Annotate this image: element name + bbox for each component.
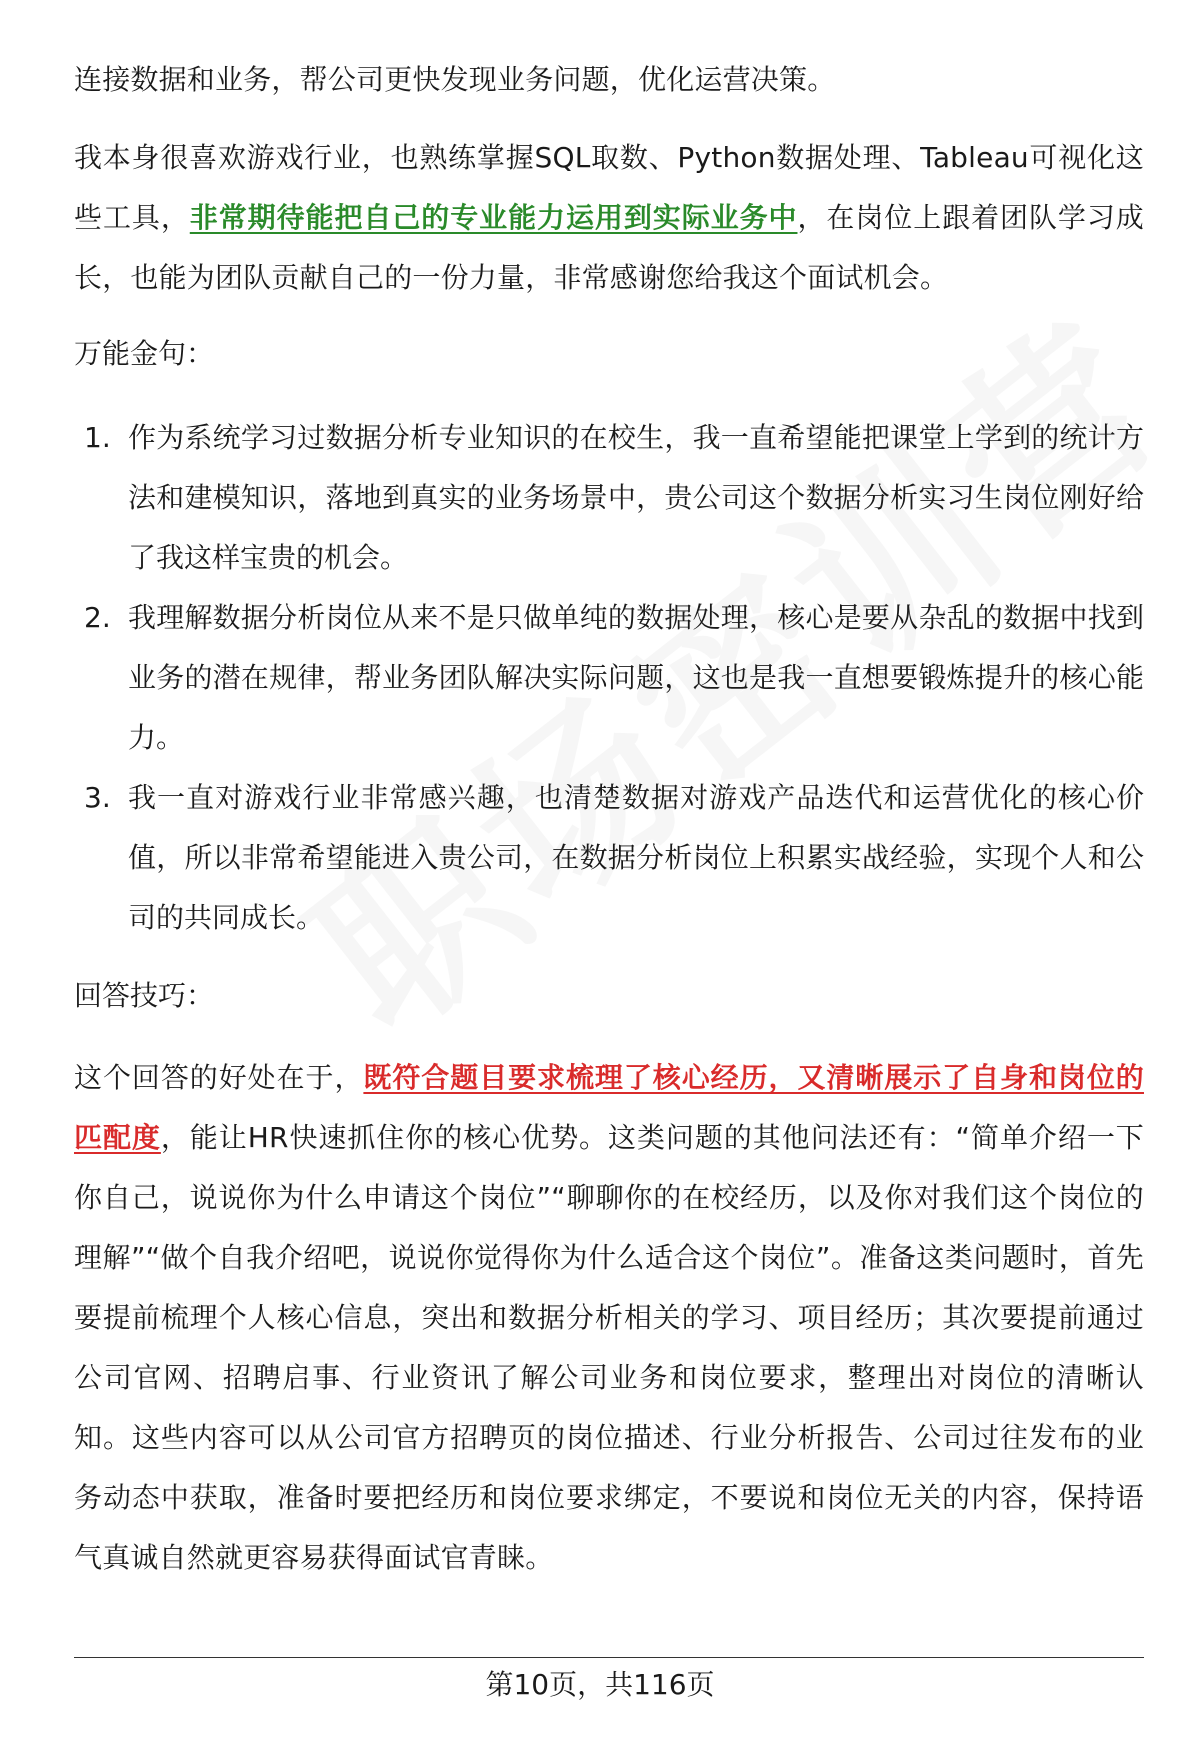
footer-divider	[74, 1657, 1144, 1658]
tips-text-b: ，能让HR快速抓住你的核心优势。这类问题的其他问法还有：“简单介绍一下你自己，说说你为什么申请这个岗位”“聊聊你的在校经历，以及你对我们这个岗位的理解”“做个自我介绍吧，说说你觉得你为什么适合这个岗位”。准备这类问题时，首先要提前梳理个人核心信息，突出和数据分析相关的学习、项目经历；其次要提前通过公司官网、招聘启事、行业资讯了解公司业务和岗位要求，整理出对岗位的清晰认知。这些内容可以从公司官方招聘页的岗位描述、行业分析报告、公司过往发布的业务动态中获取，准备时要把经历和岗位要求绑定，不要说和岗位无关的内容，保持语气真诚自然就更容易获得面试官青睐。	[74, 1121, 1144, 1574]
list-item-number: 2.	[84, 601, 111, 634]
list-item-text: 我一直对游戏行业非常感兴趣，也清楚数据对游戏产品迭代和运营优化的核心价值，所以非常希望能进入贵公司，在数据分析岗位上积累实战经验，实现个人和公司的共同成长。	[128, 781, 1144, 934]
paragraph-motivation-text-b: ，在岗位上跟着团队学习成长，也能为团队贡献自己的一份力量，非常感谢您给我这个面试机会。	[74, 201, 1145, 294]
highlight-red: 既符合题目要求梳理了核心经历，又清晰展示了自身和岗位的匹配度	[74, 1061, 1144, 1154]
list-item-number: 3.	[84, 781, 111, 814]
answer-tips-heading: 回答技巧：	[74, 979, 215, 1012]
list-item	[74, 588, 1144, 768]
paragraph-motivation	[74, 128, 1144, 308]
list-item	[74, 768, 1144, 948]
paragraph-intro-end: 连接数据和业务，帮公司更快发现业务问题，优化运营决策。	[74, 63, 836, 96]
list-item-text: 我理解数据分析岗位从来不是只做单纯的数据处理，核心是要从杂乱的数据中找到业务的潜在规律，帮业务团队解决实际问题，这也是我一直想要锻炼提升的核心能力。	[128, 601, 1144, 754]
page-content	[74, 50, 1144, 1588]
paragraph-answer-tips	[74, 1048, 1144, 1588]
list-item-text: 作为系统学习过数据分析专业知识的在校生，我一直希望能把课堂上学到的统计方法和建模知识，落地到真实的业务场景中，贵公司这个数据分析实习生岗位刚好给了我这样宝贵的机会。	[128, 421, 1144, 574]
golden-sentences-list	[74, 408, 1144, 948]
highlight-green: 非常期待能把自己的专业能力运用到实际业务中	[189, 201, 798, 234]
list-item-number: 1.	[84, 421, 111, 454]
golden-sentences-heading: 万能金句：	[74, 337, 215, 370]
list-item	[74, 408, 1144, 588]
page-number: 第10页，共116页	[485, 1668, 715, 1701]
paragraph-motivation-text-a: 我本身很喜欢游戏行业，也熟练掌握SQL取数、Python数据处理、Tableau可视化这些工具，	[74, 141, 1144, 234]
tips-text-a: 这个回答的好处在于，	[74, 1061, 364, 1094]
